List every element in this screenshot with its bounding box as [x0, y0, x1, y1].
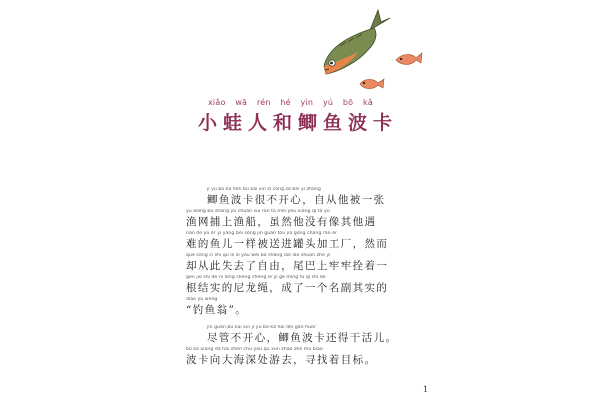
hanzi-line: 却从此失去了自由，尾巴上牢牢拴着一: [186, 260, 389, 272]
text-line: [186, 347, 416, 367]
title-pinyin-syllable: yú: [322, 98, 334, 107]
small-fish-icon: [396, 53, 422, 65]
title-pinyin-syllable: hé: [280, 98, 291, 107]
text-line: [186, 297, 416, 317]
hanzi-line: 渔网捕上渔船，虽然他没有像其他遇: [186, 216, 377, 228]
story-title: 小蛙人和鲫鱼波卡: [198, 112, 399, 134]
pinyin-line: bō kǎ xiàng dà hǎi shēn chù yóu qù xún zhǎo zhe mù biāo: [186, 347, 323, 352]
hanzi-line: 波卡向大海深处游去，寻找着目标。: [186, 354, 377, 366]
pinyin-line: diào yú wēng: [186, 297, 218, 302]
text-line: [186, 275, 416, 295]
small-fish-icon: [360, 79, 384, 89]
text-line: [186, 187, 416, 207]
title-pinyin-syllable: xiǎo: [208, 98, 226, 107]
hanzi-line: 根结实的尼龙绳，成了一个名副其实的: [186, 282, 389, 294]
big-fish-icon: [324, 10, 390, 74]
text-line: [186, 231, 416, 251]
hanzi-line: “钓鱼翁”。: [186, 304, 248, 316]
hanzi-line: 鲫鱼波卡很不开心，自从他被一张: [207, 194, 386, 206]
title-block: [198, 98, 399, 135]
pinyin-line: nàn de yú ér yí yàng bèi sòng jìn guàn tóu jiā gōng chǎng rán ér: [186, 231, 337, 236]
title-pinyin-syllable: wā: [235, 98, 248, 107]
hanzi-line: 尽管不开心，鲫鱼波卡还得干活儿。: [207, 332, 398, 344]
pinyin-line: jǐn guǎn bù kāi xīn jì yú bō kǎ hái děi gàn huór: [207, 325, 316, 330]
pinyin-line: què cóng cǐ shī qù le zì yóu wěi ba shàng láo láo shuān zhe yì: [186, 253, 331, 258]
text-line: [186, 325, 416, 345]
title-pinyin-syllable: yìn: [300, 98, 314, 107]
text-line: [186, 253, 416, 273]
story-body: [186, 187, 416, 369]
title-pinyin-syllable: rén: [256, 98, 271, 107]
text-line: [186, 209, 416, 229]
paragraph-2: [186, 325, 416, 367]
title-pinyin-syllable: kǎ: [363, 98, 373, 107]
paragraph-1: [186, 187, 416, 317]
pinyin-line: yú wǎng bǔ shàng yú chuán suī rán tā méi yǒu xiàng qí tā yù: [186, 209, 330, 214]
hanzi-line: 难的鱼儿一样被送进罐头加工厂，然而: [186, 238, 389, 250]
page-number: 1: [423, 385, 429, 394]
title-pinyin-syllable: bō: [342, 98, 354, 107]
title-pinyin: [198, 98, 383, 107]
pinyin-line: gēn jiē shi de ní lóng shéng chéng le yí gè míng fù qí shí de: [186, 275, 326, 280]
pinyin-line: jì yú bō kǎ hěn bù kāi xīn zì cóng zǒ bèi yì zhāng: [207, 187, 321, 192]
fish-illustration: [318, 8, 428, 98]
